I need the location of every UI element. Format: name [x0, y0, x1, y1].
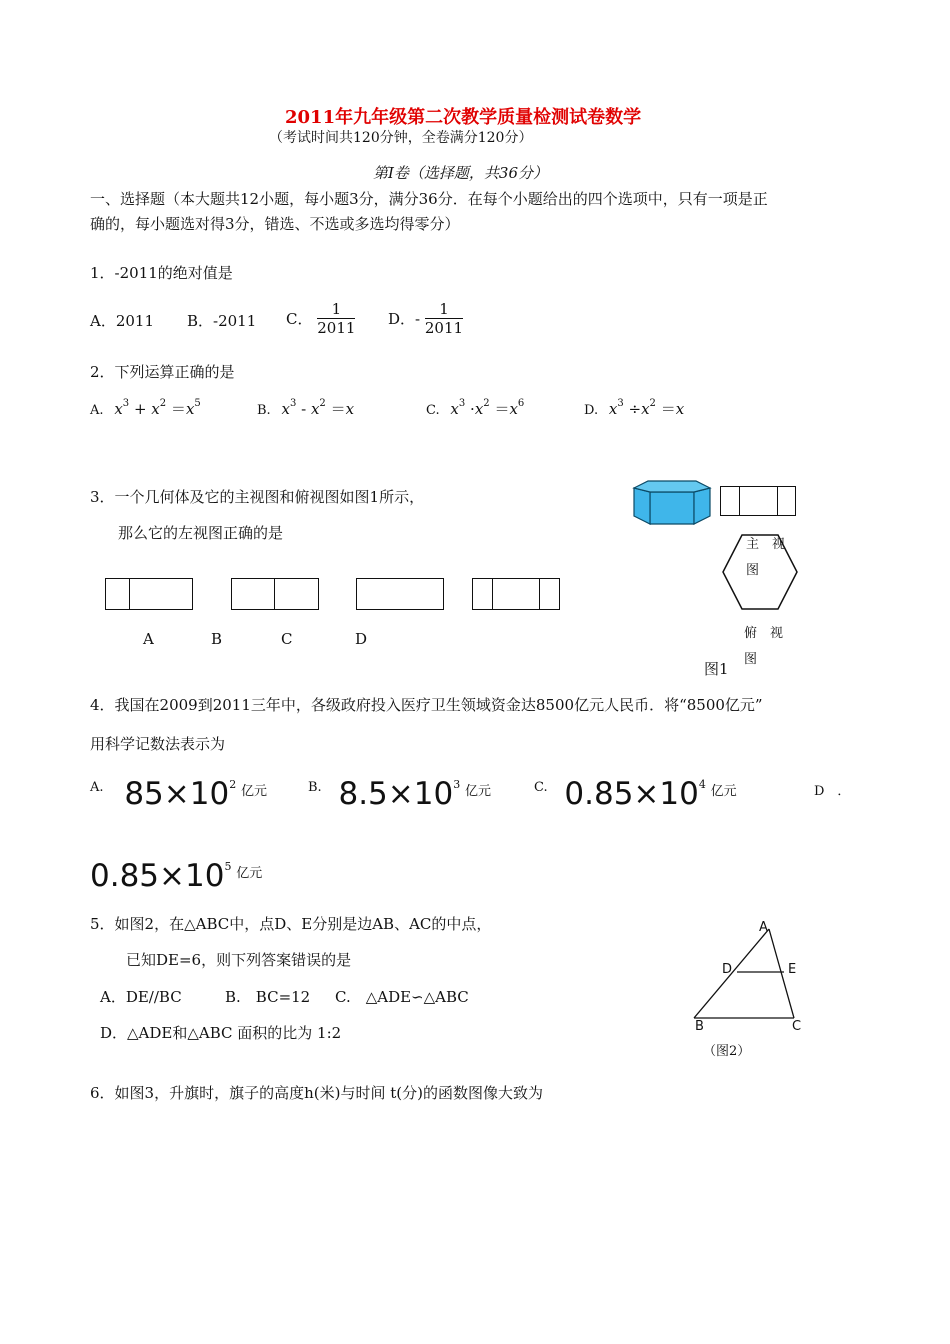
q3-stem-line-2: 那么它的左视图正确的是: [118, 524, 284, 542]
divider-line: [539, 579, 540, 609]
q4-option-b: [308, 776, 491, 812]
q2-option-d-expression: $x^3 \div x^2 =x$: [608, 398, 685, 418]
q5-option-a: A．DE//BC: [100, 988, 182, 1006]
divider-line: [274, 579, 275, 609]
divider-line: [129, 579, 130, 609]
q1-option-b: B．-2011: [187, 312, 257, 330]
q1-option-d: [388, 300, 463, 337]
q1-option-c-fraction: [317, 300, 355, 337]
q5-option-b: B. BC=12: [225, 988, 311, 1006]
top-view-label: 俯 视: [744, 626, 784, 641]
fraction-numerator: 1: [425, 300, 463, 319]
point-b-label: B: [695, 1019, 704, 1034]
front-view-label-2: 图: [746, 563, 760, 578]
q4-option-d: [90, 858, 262, 894]
q5-stem-line-1: 5．如图2，在△ABC中，点D、E分别是边AB、AC的中点，: [90, 915, 492, 933]
hexagonal-prism-figure: [630, 478, 716, 528]
q2-option-a-label: A.: [90, 403, 104, 418]
q3-option-d-view: [472, 578, 560, 610]
q4-option-d-label: D ．: [814, 784, 851, 799]
q3-option-a-view: [105, 578, 193, 610]
q2-option-d-label: D.: [584, 403, 599, 418]
q1-option-c: [286, 300, 355, 337]
section-heading: 第Ⅰ卷（选择题，共36分）: [373, 164, 549, 182]
q3-stem-line-1: 3．一个几何体及它的主视图和俯视图如图1所示，: [90, 488, 425, 506]
q3-option-d-label: D: [355, 630, 368, 648]
q2-option-a-expression: $x^3 + x^2 =x^5$: [114, 398, 201, 418]
q5-option-c: C. △ADE∽△ABC: [335, 988, 469, 1006]
q1-stem: 1．-2011的绝对值是: [90, 264, 233, 282]
q1-option-d-label: D．-: [388, 310, 421, 328]
fraction-numerator: 1: [317, 300, 355, 319]
point-e-label: E: [788, 962, 797, 977]
q2-option-c-label: C.: [426, 403, 440, 418]
q5-option-d: D．△ADE和△ABC 面积的比为 1:2: [100, 1024, 342, 1042]
q2-option-c: [426, 398, 524, 419]
q1-option-c-label: C．: [286, 310, 313, 328]
divider-line: [777, 487, 778, 515]
divider-line: [492, 579, 493, 609]
q3-option-a-label: A: [143, 630, 154, 648]
q2-option-c-expression: $x^3 \cdot x^2 =x^6$: [450, 398, 525, 418]
divider-line: [739, 487, 740, 515]
top-view-label-2: 图: [744, 652, 758, 667]
fraction-denominator: 2011: [424, 319, 464, 337]
point-a-label: A: [759, 920, 768, 935]
prism-left-face: [634, 488, 650, 524]
q4-option-a-value: 85×10: [124, 776, 230, 812]
q4-option-a: [90, 776, 267, 812]
q4-stem-line-1: 4．我国在2009到2011三年中，各级政府投入医疗卫生领域资金达8500亿元人民币．将“8500亿元”: [90, 696, 763, 714]
q6-stem: 6．如图3，升旗时，旗子的高度h(米)与时间 t(分)的函数图像大致为: [90, 1084, 543, 1102]
fraction-denominator: 2011: [317, 319, 356, 337]
instructions-line-1: 一、选择题（本大题共12小题，每小题3分，满分36分．在每个小题给出的四个选项中，只有一项是正: [90, 190, 768, 208]
q4-option-a-unit: 亿元: [240, 784, 267, 799]
prism-top-face: [634, 481, 710, 492]
q1-option-a: A．2011: [90, 312, 155, 330]
q2-option-b: [257, 398, 354, 419]
q4-option-d-unit: 亿元: [236, 866, 263, 881]
q1-option-d-fraction: [425, 300, 463, 337]
q4-option-b-exponent: 3: [453, 778, 461, 791]
q4-option-b-label: B.: [308, 780, 322, 795]
point-c-label: C: [792, 1019, 802, 1034]
q4-stem-line-2: 用科学记数法表示为: [90, 735, 226, 753]
q4-option-b-unit: 亿元: [464, 784, 491, 799]
q5-stem-line-2: 已知DE=6，则下列答案错误的是: [126, 951, 352, 969]
page-title: 2011年九年级第二次教学质量检测试卷数学: [285, 107, 642, 128]
q4-option-d-exponent: 5: [224, 860, 232, 873]
figure-2-caption: （图2）: [703, 1044, 751, 1059]
q3-option-c-view: [356, 578, 444, 610]
instructions-line-2: 确的，每小题选对得3分，错选、不选或多选均得零分）: [90, 215, 460, 233]
point-d-label: D: [722, 962, 733, 977]
q2-stem: 2．下列运算正确的是: [90, 363, 235, 381]
q4-option-d-value: 0.85×10: [90, 858, 225, 894]
q4-option-c-value: 0.85×10: [564, 776, 699, 812]
q3-option-b-view: [231, 578, 319, 610]
q2-option-b-expression: $x^3 - x^2 =x$: [281, 398, 355, 418]
q4-option-c-unit: 亿元: [710, 784, 737, 799]
front-view-label: 主 视: [746, 537, 786, 552]
q4-option-a-label: A.: [90, 780, 104, 795]
q4-option-c-exponent: 4: [698, 778, 706, 791]
prism-right-face: [694, 488, 710, 524]
front-view-figure: [720, 486, 796, 516]
q3-option-b-label: B: [211, 630, 223, 648]
q4-option-c-label: C.: [534, 780, 548, 795]
q3-option-c-label: C: [281, 630, 293, 648]
exam-info: （考试时间共120分钟，全卷满分120分）: [269, 130, 533, 146]
q4-option-c: [534, 776, 737, 812]
q2-option-a: [90, 398, 201, 419]
prism-front-face: [650, 492, 694, 524]
q4-option-a-exponent: 2: [229, 778, 237, 791]
top-view-hexagon: [720, 533, 800, 611]
q4-option-b-value: 8.5×10: [338, 776, 454, 812]
figure-1-caption: 图1: [704, 660, 729, 678]
q2-option-d: [584, 398, 684, 419]
q2-option-b-label: B.: [257, 403, 271, 418]
